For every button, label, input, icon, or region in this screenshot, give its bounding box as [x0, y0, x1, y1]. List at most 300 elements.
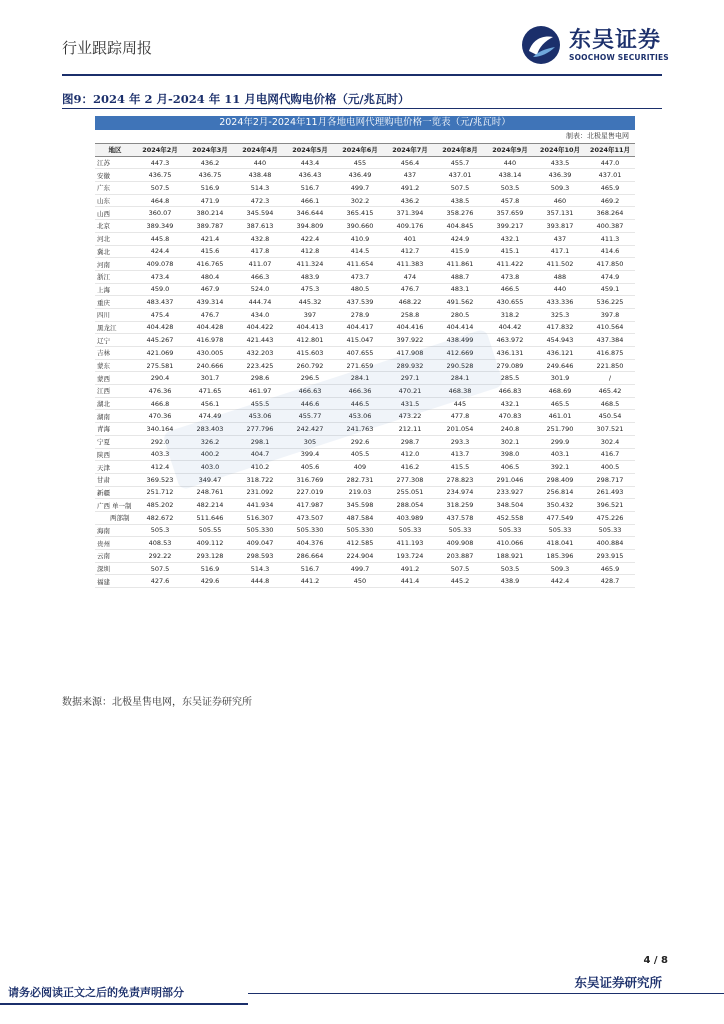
price-cell: 491.562 [435, 296, 485, 309]
price-cell: 421.069 [135, 347, 185, 360]
price-cell: 415.6 [185, 245, 235, 258]
price-cell: 410.564 [585, 321, 635, 334]
price-cell: 249.646 [535, 359, 585, 372]
price-cell: 452.558 [485, 511, 535, 524]
price-cell: 445.8 [135, 232, 185, 245]
price-cell: 345.594 [235, 207, 285, 220]
price-cell: 436.43 [285, 169, 335, 182]
price-cell: 403.3 [135, 448, 185, 461]
price-cell: 301.9 [535, 372, 585, 385]
price-cell: 516.307 [235, 511, 285, 524]
price-cell: 436.2 [185, 156, 235, 169]
price-cell: 278.823 [435, 473, 485, 486]
price-cell: 417.987 [285, 499, 335, 512]
region-cell: 广东 [95, 182, 135, 195]
price-cell: 431.5 [385, 397, 435, 410]
table-row [95, 156, 635, 169]
price-cell: 507.5 [135, 562, 185, 575]
price-cell: 301.7 [185, 372, 235, 385]
region-cell: 福建 [95, 575, 135, 588]
price-cell: 345.598 [335, 499, 385, 512]
region-cell [95, 499, 135, 512]
price-cell: 299.9 [535, 435, 585, 448]
price-cell: 409.176 [385, 220, 435, 233]
price-cell: 480.4 [185, 270, 235, 283]
price-cell: 428.7 [585, 575, 635, 588]
price-cell: 421.4 [185, 232, 235, 245]
price-cell: 483.437 [135, 296, 185, 309]
price-cell: 260.792 [285, 359, 335, 372]
price-cell: 445.2 [435, 575, 485, 588]
table-row [95, 245, 635, 258]
price-cell: 400.2 [185, 448, 235, 461]
region-cell: 四川 [95, 308, 135, 321]
figure-title: 图9：2024 年 2 月-2024 年 11 月电网代购电价格（元/兆瓦时） [62, 92, 410, 106]
price-cell: 503.5 [485, 182, 535, 195]
price-cell: 429.6 [185, 575, 235, 588]
price-cell: 433.5 [535, 156, 585, 169]
price-cell: 255.051 [385, 486, 435, 499]
data-source: 数据来源：北极星售电网，东吴证券研究所 [62, 697, 252, 708]
price-cell: 453.06 [335, 410, 385, 423]
price-cell: 242.427 [285, 423, 335, 436]
column-header-month: 2024年7月 [385, 144, 435, 157]
price-cell: 466.3 [235, 270, 285, 283]
price-cell: 234.974 [435, 486, 485, 499]
table-row [95, 537, 635, 550]
table-row [95, 575, 635, 588]
price-cell: 403.0 [185, 461, 235, 474]
region-cell: 湖北 [95, 397, 135, 410]
price-cell: 298.593 [235, 550, 285, 563]
price-cell: 404.845 [435, 220, 485, 233]
soochow-logo-icon [519, 25, 563, 65]
price-cell: 488 [535, 270, 585, 283]
price-cell: 471.9 [185, 194, 235, 207]
price-cell: 491.2 [385, 562, 435, 575]
table-row [95, 182, 635, 195]
price-cell: 416.875 [585, 347, 635, 360]
region-cell: 山东 [95, 194, 135, 207]
price-cell: 389.787 [185, 220, 235, 233]
region-group-label: 广西 [97, 501, 110, 510]
price-cell: 410.2 [235, 461, 285, 474]
region-cell: 天津 [95, 461, 135, 474]
price-cell: / [585, 372, 635, 385]
price-cell: 368.264 [585, 207, 635, 220]
region-cell: 海南 [95, 524, 135, 537]
price-cell: 185.396 [535, 550, 585, 563]
price-cell: 465.5 [535, 397, 585, 410]
price-cell: 404.376 [285, 537, 335, 550]
price-cell: 404.42 [485, 321, 535, 334]
price-cell: 468.69 [535, 385, 585, 398]
price-cell: 477.8 [435, 410, 485, 423]
disclaimer-bar [0, 1003, 248, 1005]
price-cell: 477.549 [535, 511, 585, 524]
price-cell: 411.502 [535, 258, 585, 271]
price-cell: 507.5 [135, 182, 185, 195]
price-cell: 450.54 [585, 410, 635, 423]
price-cell: 302.2 [335, 194, 385, 207]
price-cell: 291.046 [485, 473, 535, 486]
price-cell: 446.6 [285, 397, 335, 410]
price-cell: 318.2 [485, 308, 535, 321]
price-cell: 399.4 [285, 448, 335, 461]
column-header-month: 2024年9月 [485, 144, 535, 157]
price-cell: 482.214 [185, 499, 235, 512]
price-cell: 421.443 [235, 334, 285, 347]
price-cell: 278.9 [335, 308, 385, 321]
price-cell: 307.521 [585, 423, 635, 436]
price-cell: 261.493 [585, 486, 635, 499]
price-cell: 438.9 [485, 575, 535, 588]
table-body [95, 156, 635, 587]
table-title: 2024年2月-2024年11月各地电网代理购电价格一览表（元/兆瓦时） [95, 116, 635, 130]
price-cell: 292.6 [335, 435, 385, 448]
table-row [95, 270, 635, 283]
price-cell: 450 [335, 575, 385, 588]
price-cell: 201.054 [435, 423, 485, 436]
price-cell: 432.8 [235, 232, 285, 245]
price-cell: 412.7 [385, 245, 435, 258]
price-cell: 509.3 [535, 562, 585, 575]
price-cell: 348.504 [485, 499, 535, 512]
region-cell: 北京 [95, 220, 135, 233]
price-cell: 394.809 [285, 220, 335, 233]
price-cell: 398.0 [485, 448, 535, 461]
region-cell: 浙江 [95, 270, 135, 283]
price-cell: 475.4 [135, 308, 185, 321]
price-cell: 350.432 [535, 499, 585, 512]
price-cell: 392.1 [535, 461, 585, 474]
price-cell: 460 [535, 194, 585, 207]
column-header-month: 2024年5月 [285, 144, 335, 157]
price-cell: 357.659 [485, 207, 535, 220]
region-cell: 上海 [95, 283, 135, 296]
price-cell: 302.4 [585, 435, 635, 448]
price-cell: 412.0 [385, 448, 435, 461]
price-cell: 318.722 [235, 473, 285, 486]
table-row [95, 334, 635, 347]
price-cell: 474 [385, 270, 435, 283]
price-cell: 466.1 [285, 194, 335, 207]
price-cell: 397.8 [585, 308, 635, 321]
region-cell: 山西 [95, 207, 135, 220]
price-cell: 456.4 [385, 156, 435, 169]
price-cell: 437 [385, 169, 435, 182]
table-row [95, 207, 635, 220]
price-cell: 316.769 [285, 473, 335, 486]
price-cell: 466.8 [135, 397, 185, 410]
region-cell: 贵州 [95, 537, 135, 550]
price-cell: 397.922 [385, 334, 435, 347]
disclaimer-text: 请务必阅读正文之后的免责声明部分 [8, 986, 184, 999]
table-row [95, 220, 635, 233]
price-cell: 279.089 [485, 359, 535, 372]
price-cell: 437 [535, 232, 585, 245]
price-cell: 397 [285, 308, 335, 321]
price-cell: 432.203 [235, 347, 285, 360]
column-header-month: 2024年6月 [335, 144, 385, 157]
price-cell: 188.921 [485, 550, 535, 563]
price-cell: 293.915 [585, 550, 635, 563]
price-cell: 389.349 [135, 220, 185, 233]
price-cell: 285.5 [485, 372, 535, 385]
price-cell: 248.761 [185, 486, 235, 499]
region-cell: 云南 [95, 550, 135, 563]
price-cell: 292.0 [135, 435, 185, 448]
price-cell: 412.669 [435, 347, 485, 360]
price-cell: 499.7 [335, 562, 385, 575]
price-cell: 430.005 [185, 347, 235, 360]
price-cell: 456.1 [185, 397, 235, 410]
region-cell: 黑龙江 [95, 321, 135, 334]
price-cell: 434.0 [235, 308, 285, 321]
column-header-region: 地区 [95, 144, 135, 157]
price-cell: 409.112 [185, 537, 235, 550]
price-cell: 412.8 [285, 245, 335, 258]
price-cell: 454.943 [535, 334, 585, 347]
footer-org: 东吴证券研究所 [574, 975, 662, 990]
price-cell: 465.9 [585, 182, 635, 195]
price-cell: 507.5 [435, 562, 485, 575]
price-cell: 298.409 [535, 473, 585, 486]
price-cell: 505.33 [485, 524, 535, 537]
price-cell: 296.5 [285, 372, 335, 385]
price-cell: 417.1 [535, 245, 585, 258]
price-cell: 258.8 [385, 308, 435, 321]
price-cell: 280.5 [435, 308, 485, 321]
price-cell: 440 [235, 156, 285, 169]
price-cell: 432.1 [485, 232, 535, 245]
price-cell: 468.38 [435, 385, 485, 398]
price-cell: 466.63 [285, 385, 335, 398]
price-cell: 463.972 [485, 334, 535, 347]
price-cell: 418.041 [535, 537, 585, 550]
price-cell: 410.9 [335, 232, 385, 245]
price-cell: 471.65 [185, 385, 235, 398]
region-cell: 江苏 [95, 156, 135, 169]
price-cell: 476.7 [185, 308, 235, 321]
price-cell: 411.383 [385, 258, 435, 271]
region-cell: 青海 [95, 423, 135, 436]
price-cell: 410.066 [485, 537, 535, 550]
price-cell: 524.0 [235, 283, 285, 296]
price-cell: 412.801 [285, 334, 335, 347]
price-cell: 349.47 [185, 473, 235, 486]
price-cell: 455 [335, 156, 385, 169]
price-cell: 408.53 [135, 537, 185, 550]
column-header-month: 2024年10月 [535, 144, 585, 157]
price-cell: 509.3 [535, 182, 585, 195]
price-cell: 505.330 [285, 524, 335, 537]
region-cell: 河南 [95, 258, 135, 271]
price-cell: 293.128 [185, 550, 235, 563]
price-cell: 277.796 [235, 423, 285, 436]
logo-cn: 东吴证券 [569, 27, 662, 53]
region-cell [95, 511, 135, 524]
price-cell: 400.884 [585, 537, 635, 550]
region-cell: 辽宁 [95, 334, 135, 347]
price-cell: 424.4 [135, 245, 185, 258]
region-cell: 蒙西 [95, 372, 135, 385]
price-cell: 437.539 [335, 296, 385, 309]
price-cell: 468.22 [385, 296, 435, 309]
logo-en: SOOCHOW SECURITIES [569, 52, 669, 62]
price-cell: 436.75 [185, 169, 235, 182]
price-cell: 441.2 [285, 575, 335, 588]
price-cell: 298.7 [385, 435, 435, 448]
price-cell: 288.054 [385, 499, 435, 512]
price-cell: 223.425 [235, 359, 285, 372]
price-cell: 240.666 [185, 359, 235, 372]
price-cell: 445.32 [285, 296, 335, 309]
price-cell: 432.1 [485, 397, 535, 410]
table-row [95, 308, 635, 321]
table-row [95, 524, 635, 537]
price-cell: 436.39 [535, 169, 585, 182]
table-row [95, 321, 635, 334]
price-cell: 516.9 [185, 562, 235, 575]
price-cell: 444.74 [235, 296, 285, 309]
price-cell: 221.850 [585, 359, 635, 372]
region-cell: 蒙东 [95, 359, 135, 372]
price-cell: 404.416 [385, 321, 435, 334]
price-cell: 411.324 [285, 258, 335, 271]
price-cell: 409 [335, 461, 385, 474]
price-cell: 193.724 [385, 550, 435, 563]
price-cell: 499.7 [335, 182, 385, 195]
price-cell: 466.83 [485, 385, 535, 398]
price-cell: 505.330 [335, 524, 385, 537]
price-cell: 275.581 [135, 359, 185, 372]
price-cell: 437.01 [585, 169, 635, 182]
price-cell: 459.0 [135, 283, 185, 296]
price-cell: 466.5 [485, 283, 535, 296]
price-cell: 465.42 [585, 385, 635, 398]
price-cell: 436.131 [485, 347, 535, 360]
price-cell: 404.422 [235, 321, 285, 334]
price-cell: 430.655 [485, 296, 535, 309]
price-cell: 290.528 [435, 359, 485, 372]
column-header-month: 2024年4月 [235, 144, 285, 157]
price-cell: 473.4 [135, 270, 185, 283]
price-cell: 409.908 [435, 537, 485, 550]
price-cell: 470.36 [135, 410, 185, 423]
table-row [95, 372, 635, 385]
price-cell: 251.712 [135, 486, 185, 499]
price-cell: 440 [535, 283, 585, 296]
price-cell: 437.578 [435, 511, 485, 524]
table-row [95, 448, 635, 461]
price-cell: 325.3 [535, 308, 585, 321]
price-cell: 358.276 [435, 207, 485, 220]
price-cell: 465.9 [585, 562, 635, 575]
price-cell: 469.2 [585, 194, 635, 207]
price-cell: 284.1 [335, 372, 385, 385]
price-cell: 514.3 [235, 562, 285, 575]
table-row [95, 511, 635, 524]
price-cell: 360.07 [135, 207, 185, 220]
region-cell: 江西 [95, 385, 135, 398]
price-cell: 461.97 [235, 385, 285, 398]
price-cell: 483.1 [435, 283, 485, 296]
price-cell: 505.33 [435, 524, 485, 537]
price-cell: 473.7 [335, 270, 385, 283]
price-cell: 438.14 [485, 169, 535, 182]
price-cell: 443.4 [285, 156, 335, 169]
price-cell: 437.384 [585, 334, 635, 347]
price-cell: 455.77 [285, 410, 335, 423]
price-cell: 442.4 [535, 575, 585, 588]
price-cell: 400.5 [585, 461, 635, 474]
price-table-panel [95, 116, 635, 588]
table-row [95, 385, 635, 398]
price-cell: 224.904 [335, 550, 385, 563]
price-cell: 427.6 [135, 575, 185, 588]
price-cell: 466.36 [335, 385, 385, 398]
price-cell: 415.9 [435, 245, 485, 258]
price-cell: 457.8 [485, 194, 535, 207]
region-name: 单一制 [112, 501, 132, 510]
price-cell: 491.2 [385, 182, 435, 195]
price-cell: 284.1 [435, 372, 485, 385]
price-cell: 233.927 [485, 486, 535, 499]
table-row [95, 435, 635, 448]
price-cell: 514.3 [235, 182, 285, 195]
price-cell: 468.5 [585, 397, 635, 410]
price-cell: 436.2 [385, 194, 435, 207]
price-cell: 413.7 [435, 448, 485, 461]
price-cell: 399.217 [485, 220, 535, 233]
price-cell: 227.019 [285, 486, 335, 499]
price-cell: 455.5 [235, 397, 285, 410]
price-cell: 411.861 [435, 258, 485, 271]
price-cell: 459.1 [585, 283, 635, 296]
price-cell: 412.4 [135, 461, 185, 474]
price-cell: 446.5 [335, 397, 385, 410]
price-cell: 271.659 [335, 359, 385, 372]
price-cell: 241.763 [335, 423, 385, 436]
price-cell: 437.01 [435, 169, 485, 182]
price-cell: 475.3 [285, 283, 335, 296]
price-cell: 298.1 [235, 435, 285, 448]
price-cell: 474.49 [185, 410, 235, 423]
price-cell: 440 [485, 156, 535, 169]
price-cell: 476.36 [135, 385, 185, 398]
price-cell: 447.0 [585, 156, 635, 169]
price-cell: 292.22 [135, 550, 185, 563]
price-cell: 277.308 [385, 473, 435, 486]
price-cell: 293.3 [435, 435, 485, 448]
disclaimer-box [0, 978, 248, 1002]
price-cell: 404.7 [235, 448, 285, 461]
price-cell: 219.03 [335, 486, 385, 499]
figure-rule [62, 108, 662, 109]
price-cell: 240.8 [485, 423, 535, 436]
price-cell: 393.817 [535, 220, 585, 233]
price-cell: 417.8 [235, 245, 285, 258]
price-cell: 409.078 [135, 258, 185, 271]
price-cell: 371.394 [385, 207, 435, 220]
price-cell: 346.644 [285, 207, 335, 220]
price-cell: 487.584 [335, 511, 385, 524]
price-cell: 403.1 [535, 448, 585, 461]
price-table [95, 143, 635, 588]
price-cell: 507.5 [435, 182, 485, 195]
price-cell: 411.193 [385, 537, 435, 550]
